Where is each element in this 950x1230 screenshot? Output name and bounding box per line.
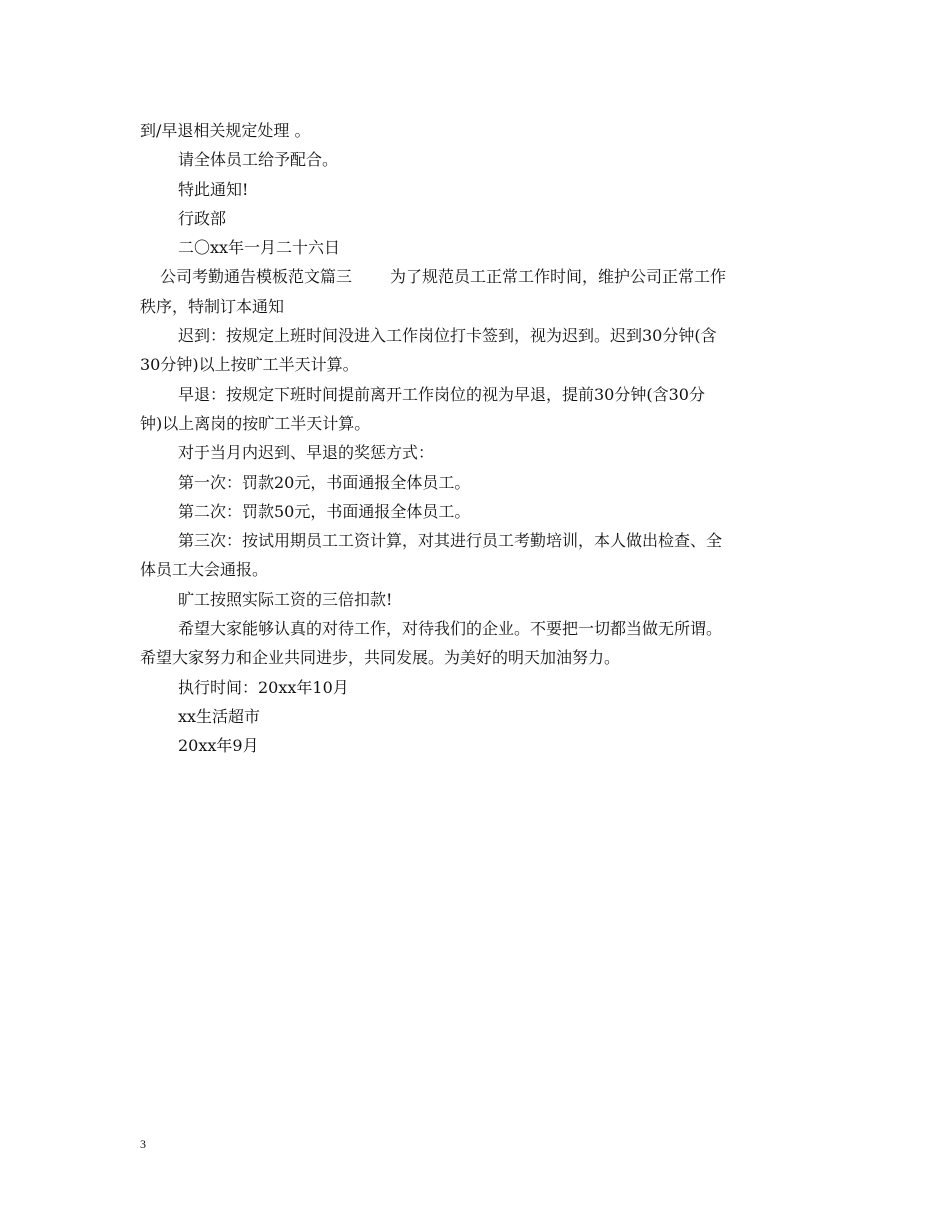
section-heading: 公司考勤通告模板范文篇三 bbox=[160, 267, 353, 287]
paragraph-line: 第二次：罚款50元，书面通报全体员工。 bbox=[178, 501, 471, 521]
paragraph-line: 秩序，特制订本通知 bbox=[140, 296, 285, 316]
paragraph-line: 迟到：按规定上班时间没进入工作岗位打卡签到，视为迟到。迟到30分钟(含 bbox=[178, 326, 717, 346]
paragraph-line: 希望大家努力和企业共同进步，共同发展。为美好的明天加油努力。 bbox=[140, 648, 621, 668]
paragraph-line: xx生活超市 bbox=[178, 706, 261, 726]
paragraph-line: 行政部 bbox=[178, 208, 227, 228]
paragraph-line: 第一次：罚款20元，书面通报全体员工。 bbox=[178, 472, 471, 492]
paragraph-line: 30分钟)以上按旷工半天计算。 bbox=[140, 355, 359, 375]
paragraph-line: 希望大家能够认真的对待工作，对待我们的企业。不要把一切都当做无所谓。 bbox=[178, 619, 723, 639]
paragraph-line: 第三次：按试用期员工工资计算，对其进行员工考勤培训，本人做出检查、全 bbox=[178, 531, 723, 551]
page-number: 3 bbox=[140, 1137, 146, 1151]
paragraph-line: 旷工按照实际工资的三倍扣款! bbox=[178, 589, 393, 609]
paragraph-line: 特此通知! bbox=[178, 179, 249, 199]
section-heading-line bbox=[140, 262, 812, 291]
paragraph-line: 体员工大会通报。 bbox=[140, 560, 269, 580]
paragraph-line: 早退：按规定下班时间提前离开工作岗位的视为早退，提前30分钟(含30分 bbox=[178, 384, 705, 404]
paragraph-line: 执行时间：20xx年10月 bbox=[178, 677, 349, 697]
paragraph-line: 二〇xx年一月二十六日 bbox=[178, 238, 341, 258]
paragraph-line: 钟)以上离岗的按旷工半天计算。 bbox=[140, 413, 371, 433]
paragraph-line: 到/早退相关规定处理 。 bbox=[140, 121, 311, 140]
document-body bbox=[140, 116, 812, 761]
paragraph-line: 对于当月内迟到、早退的奖惩方式： bbox=[178, 443, 435, 463]
paragraph-text: 为了规范员工正常工作时间，维护公司正常工作 bbox=[390, 267, 727, 287]
paragraph-line: 请全体员工给予配合。 bbox=[178, 150, 339, 170]
paragraph-line: 20xx年9月 bbox=[178, 736, 259, 756]
